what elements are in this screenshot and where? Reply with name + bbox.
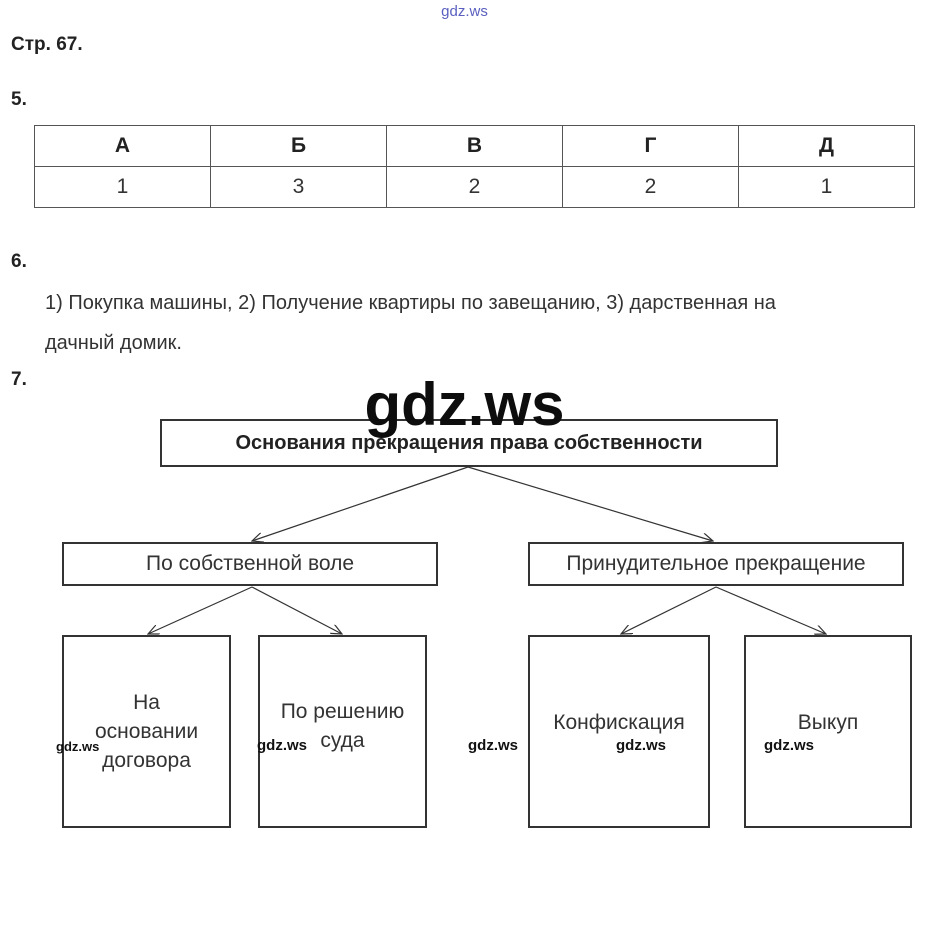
diagram-court-line: По решению	[280, 699, 405, 723]
diagram-confiscation-box	[528, 635, 710, 828]
diagram-buyout-box	[744, 635, 912, 828]
watermark-small: gdz.ws	[257, 737, 308, 754]
table-header-cell: Б	[211, 126, 387, 167]
diagram-court-box	[258, 635, 427, 828]
arrow-root-to-right	[468, 467, 713, 541]
answer-6-line-1: 1) Покупка машины, 2) Получение квартиры по завещанию, 3) дарственная на	[45, 292, 776, 314]
diagram-contract-box	[62, 635, 231, 828]
diagram-court-line: суда	[320, 728, 365, 752]
question-number-6: 6.	[11, 251, 27, 272]
watermark-small: gdz.ws	[468, 737, 519, 754]
diagram-contract-line: На	[133, 691, 160, 714]
diagram-contract-line: основании	[94, 720, 199, 743]
question-number-7: 7.	[11, 369, 27, 390]
watermark-small: gdz.ws	[56, 739, 100, 754]
arrow-right-to-confiscation	[621, 587, 716, 634]
arrow-right-to-buyout	[716, 587, 826, 634]
diagram-voluntary-label: По собственной воле	[145, 552, 355, 575]
arrow-left-to-contract	[148, 587, 252, 634]
watermark-large: gdz.ws	[364, 371, 565, 438]
table-header-cell: А	[35, 126, 211, 167]
table-header-cell: Д	[739, 126, 915, 167]
watermark-small: gdz.ws	[764, 737, 815, 754]
arrow-left-to-court	[252, 587, 342, 634]
table-cell: 2	[563, 167, 739, 208]
diagram-compulsory-box	[528, 542, 904, 586]
page-reference: Стр. 67.	[11, 34, 83, 55]
arrow-root-to-left	[252, 467, 468, 541]
answer-6-line-2: дачный домик.	[45, 332, 182, 354]
table-header-cell: Г	[563, 126, 739, 167]
diagram-root-label: Основания прекращения права собственности	[235, 431, 703, 454]
diagram-voluntary-box	[62, 542, 438, 586]
watermark-top: gdz.ws	[441, 3, 488, 20]
table-cell: 2	[387, 167, 563, 208]
question-number-5: 5.	[11, 89, 27, 110]
diagram-compulsory-label: Принудительное прекращение	[566, 552, 866, 575]
table-cell: 1	[739, 167, 915, 208]
diagram-confiscation-line: Конфискация	[553, 711, 685, 734]
table-header-cell: В	[387, 126, 563, 167]
diagram-contract-line: договора	[102, 749, 191, 772]
diagram-buyout-line: Выкуп	[797, 711, 859, 734]
table-cell: 1	[35, 167, 211, 208]
table-cell: 3	[211, 167, 387, 208]
watermark-small: gdz.ws	[616, 737, 667, 754]
